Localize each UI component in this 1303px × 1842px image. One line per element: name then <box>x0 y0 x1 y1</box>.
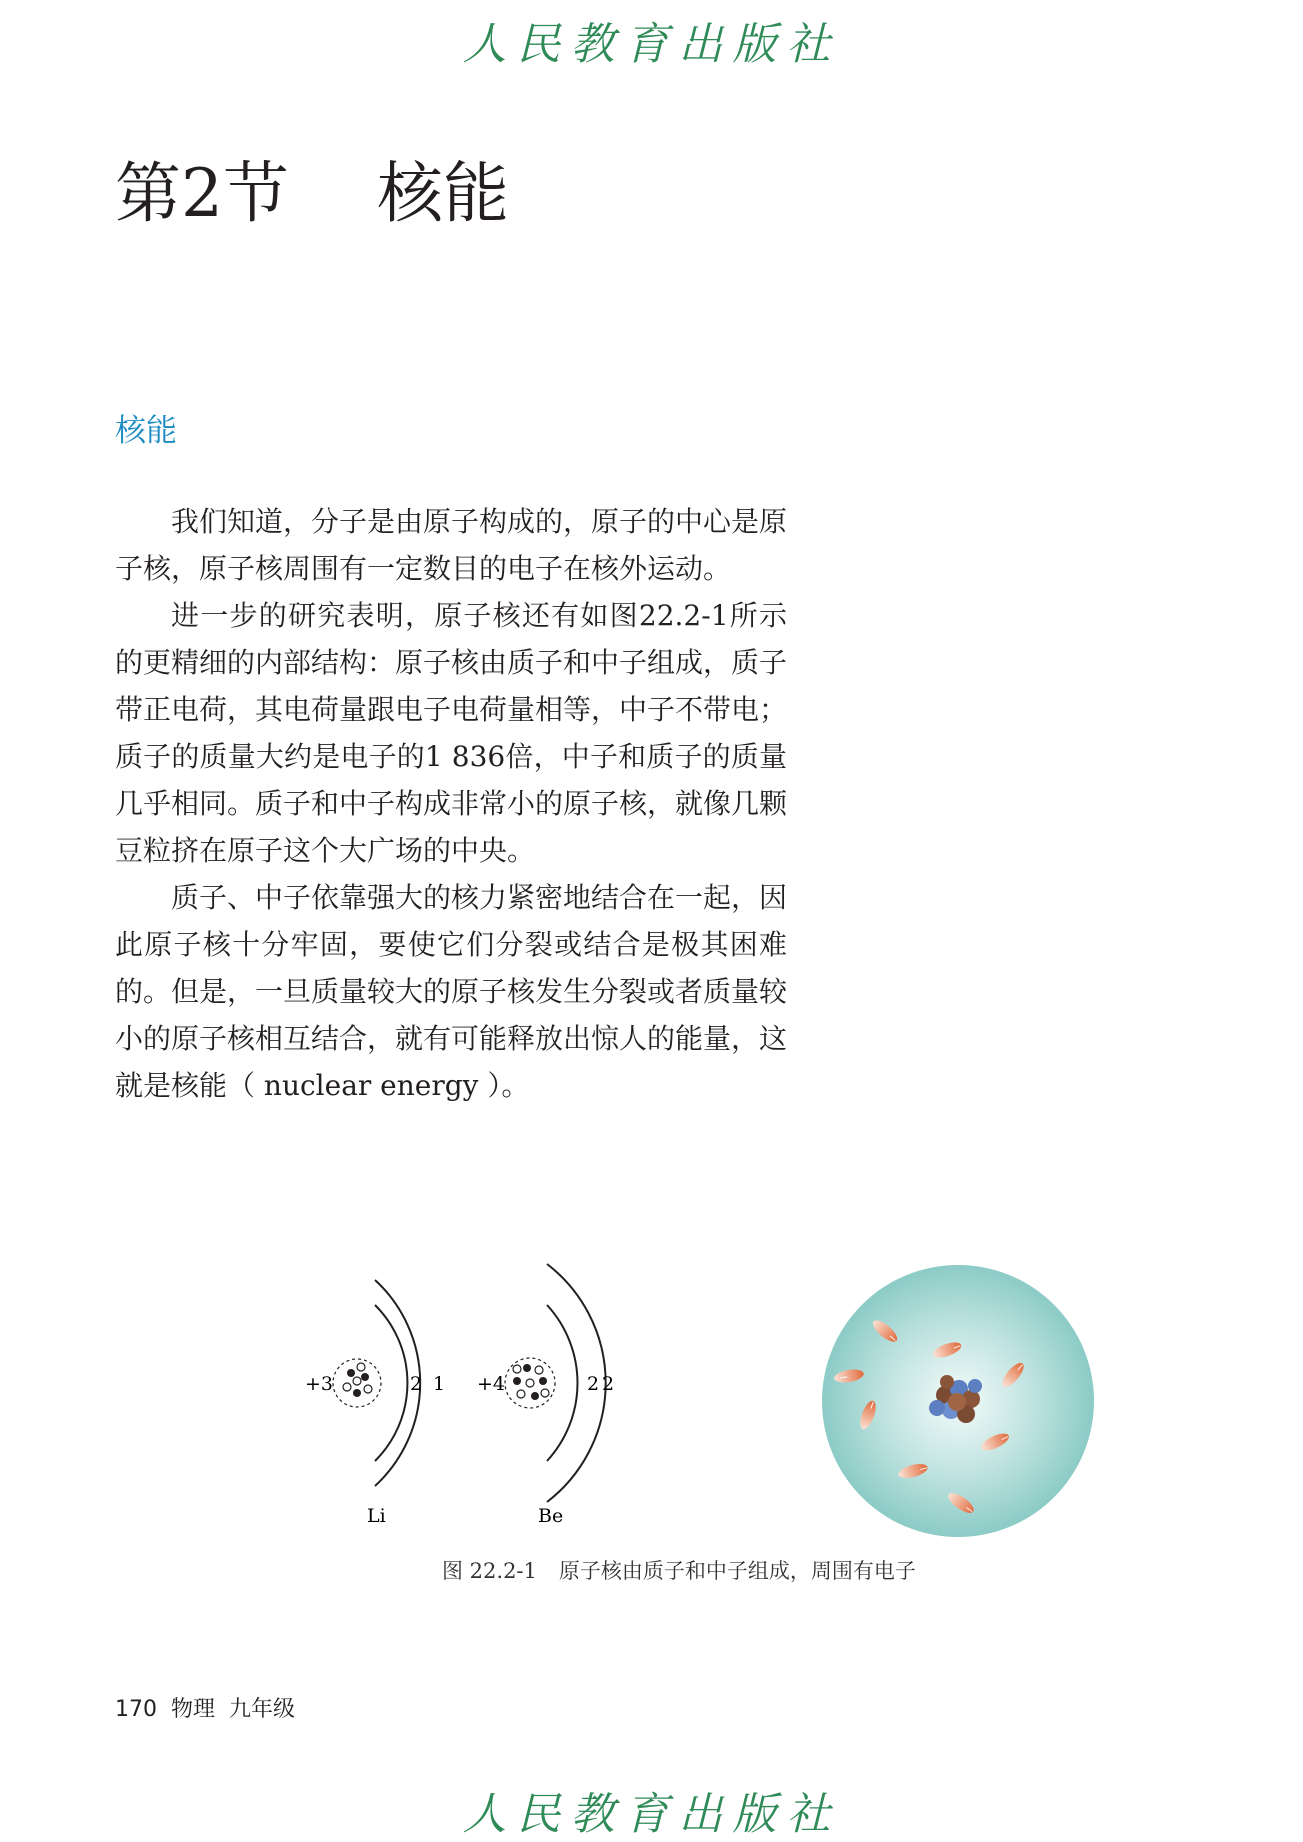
svg-text:−: − <box>885 1330 901 1347</box>
be-charge: +4 <box>477 1373 506 1395</box>
paragraph-text: 质子、中子依靠强大的核力紧密地结合在一起，因此原子核十分牢固，要使它们分裂或结合是极其困难的。但是，一旦质量较大的原子核发生分裂或者质量较小的原子核相互结合，就有可能释放出惊人的能量，这就是 <box>115 881 788 1102</box>
li-label: Li <box>367 1505 386 1527</box>
be-shell-2-count: 2 <box>602 1373 615 1395</box>
li-shell-1 <box>375 1305 407 1461</box>
paragraph: 进一步的研究表明，原子核还有如图22.2-1所示的更精细的内部结构：原子核由质子和中子组成，质子带正电荷，其电荷量跟电子电荷量相等，中子不带电；质子的质量大约是电子的1 836倍，中子和质子的质量几乎相同。质子和中子构成非常小的原子核，就像几颗豆粒挤在原子这个大广场的中央。 <box>115 599 788 867</box>
figure-atomic-structure <box>295 1262 1095 1552</box>
section-heading: 核能 <box>115 413 177 449</box>
proton <box>353 1389 361 1397</box>
page-number: 170 <box>115 1697 157 1722</box>
atom-illustration <box>822 1265 1094 1537</box>
paragraph <box>115 874 787 1109</box>
neutron <box>535 1366 543 1374</box>
svg-text:−: − <box>961 1501 977 1518</box>
be-label: Be <box>538 1505 564 1527</box>
neutron <box>541 1389 549 1397</box>
page-footer <box>115 1692 309 1723</box>
proton <box>523 1364 531 1372</box>
svg-text:−: − <box>997 1430 1012 1446</box>
key-term-translation: （ nuclear energy ）。 <box>227 1069 530 1102</box>
svg-text:−: − <box>1012 1359 1029 1375</box>
chapter-number: 第2节 <box>115 155 289 232</box>
neutron <box>364 1385 372 1393</box>
footer-subject: 物理 <box>171 1697 216 1722</box>
proton <box>531 1392 539 1400</box>
publisher-logo-top: 人民教育出版社 <box>462 19 841 70</box>
svg-text:−: − <box>917 1461 930 1477</box>
li-shell-2-count: 1 <box>433 1373 446 1395</box>
proton <box>539 1377 547 1385</box>
neutron <box>343 1383 351 1391</box>
svg-text:−: − <box>838 1370 850 1385</box>
figure-caption <box>442 1555 916 1585</box>
neutron <box>353 1377 361 1385</box>
be-atom-diagram <box>477 1264 614 1527</box>
publisher-logo-bottom: 人民教育出版社 <box>462 1789 841 1840</box>
proton <box>347 1369 355 1377</box>
be-shell-1-count: 2 <box>587 1373 600 1395</box>
proton <box>513 1377 521 1385</box>
neutron <box>357 1363 365 1371</box>
key-term: 核能 <box>171 1069 228 1102</box>
svg-text:−: − <box>864 1398 880 1412</box>
li-charge: +3 <box>305 1373 334 1395</box>
chapter-name: 核能 <box>377 155 509 232</box>
chapter-title <box>115 140 509 235</box>
footer-grade: 九年级 <box>229 1697 296 1722</box>
li-atom-diagram <box>305 1280 445 1527</box>
proton <box>361 1373 369 1381</box>
neutron <box>517 1390 525 1398</box>
body-text <box>115 498 787 1109</box>
paragraph: 我们知道，分子是由原子构成的，原子的中心是原子核，原子核周围有一定数目的电子在核外运动。 <box>115 505 788 585</box>
figure-caption-text: 原子核由质子和中子组成，周围有电子 <box>558 1559 916 1583</box>
neutron <box>526 1379 534 1387</box>
neutron <box>513 1365 521 1373</box>
be-shell-1 <box>547 1305 577 1461</box>
figure-number: 图 22.2-1 <box>442 1559 537 1583</box>
li-shell-1-count: 2 <box>410 1373 423 1395</box>
svg-text:−: − <box>950 1339 964 1355</box>
